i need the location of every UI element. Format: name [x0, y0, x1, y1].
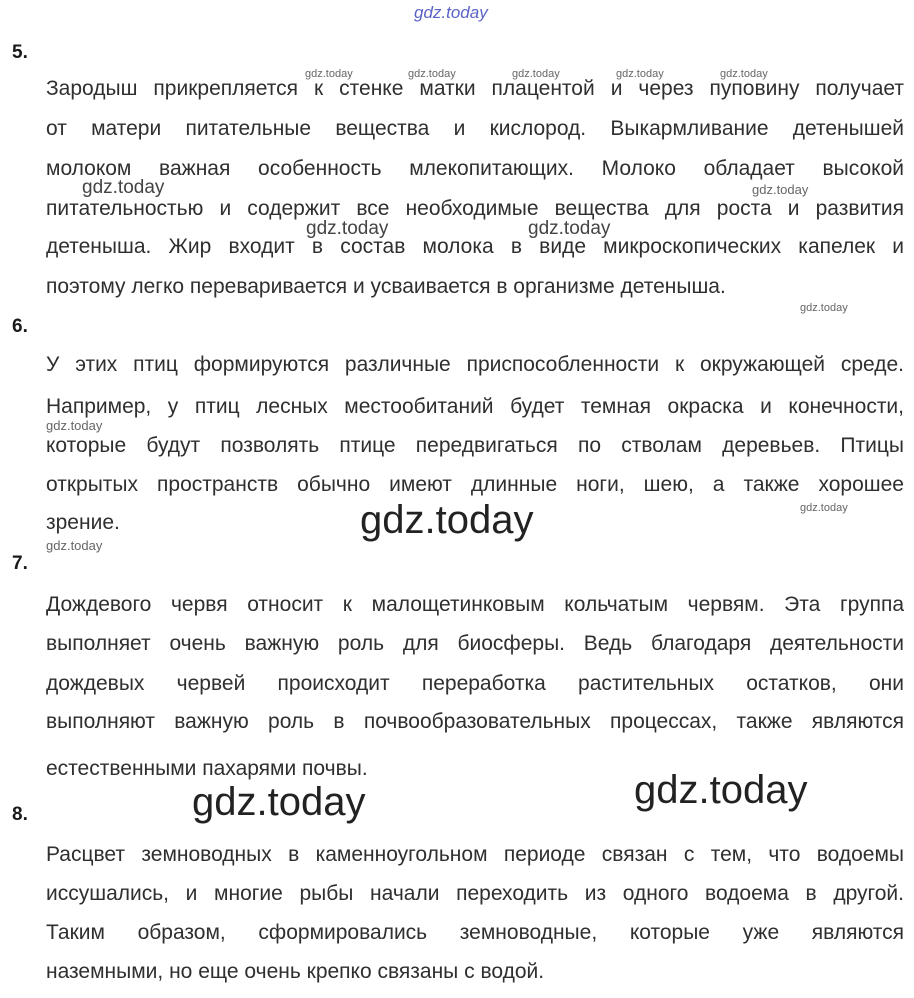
- section-6-line-2: Например, у птиц лесных местообитаний будет темная окраска и конечности,: [46, 395, 904, 418]
- section-7-line-5: естественными пахарями почвы.: [46, 757, 368, 780]
- watermark: gdz.today: [192, 780, 366, 824]
- section-number: 8.: [12, 804, 28, 825]
- watermark: gdz.today: [528, 218, 611, 239]
- watermark: gdz.today: [634, 768, 808, 812]
- section-6-line-5: зрение.: [46, 511, 120, 534]
- watermark: gdz.today: [512, 68, 560, 80]
- section-5-line-1: Зародыш прикрепляется к стенке матки плацентой и через пуповину получает: [46, 77, 904, 100]
- watermark: gdz.today: [752, 182, 809, 197]
- watermark: gdz.today: [306, 218, 389, 239]
- watermark: gdz.today: [82, 177, 165, 198]
- section-8-line-4: наземными, но еще очень крепко связаны с водой.: [46, 960, 545, 983]
- section-7-line-3: дождевых червей происходит переработка растительных остатков, они: [46, 672, 904, 695]
- section-7-line-2: выполняет очень важную роль для биосферы. Ведь благодаря деятельности: [46, 632, 904, 655]
- watermark: gdz.today: [305, 68, 353, 80]
- section-5-line-3: молоком важная особенность млекопитающих. Молоко обладает высокой: [46, 157, 904, 180]
- section-number: 6.: [12, 316, 28, 337]
- section-7-line-1: Дождевого червя относит к малощетинковым кольчатым червям. Эта группа: [46, 593, 904, 616]
- section-5-line-6: поэтому легко переваривается и усваивается в организме детеныша.: [46, 275, 726, 298]
- section-8-line-2: иссушались, и многие рыбы начали переходить из одного водоема в другой.: [46, 882, 904, 905]
- section-8-line-3: Таким образом, сформировались земноводные, которые уже являются: [46, 921, 904, 944]
- watermark: gdz.today: [800, 502, 848, 514]
- watermark: gdz.today: [408, 68, 456, 80]
- section-7-line-4: выполняют важную роль в почвообразовательных процессах, также являются: [46, 710, 904, 733]
- watermark: gdz.today: [360, 498, 534, 542]
- section-8-line-1: Расцвет земноводных в каменноугольном периоде связан с тем, что водоемы: [46, 843, 904, 866]
- section-5-line-5: детеныша. Жир входит в состав молока в виде микроскопических капелек и: [46, 235, 904, 258]
- watermark: gdz.today: [46, 418, 103, 433]
- watermark: gdz.today: [720, 68, 768, 80]
- section-6-line-3: которые будут позволять птице передвигаться по стволам деревьев. Птицы: [46, 434, 904, 457]
- section-6-line-4: открытых пространств обычно имеют длинные ноги, шею, а также хорошее: [46, 473, 904, 496]
- section-6-line-1: У этих птиц формируются различные приспособленности к окружающей среде.: [46, 353, 904, 376]
- watermark: gdz.today: [800, 302, 848, 314]
- section-number: 5.: [12, 42, 28, 63]
- watermark: gdz.today: [46, 538, 103, 553]
- watermark: gdz.today: [616, 68, 664, 80]
- header-watermark: gdz.today: [414, 3, 488, 22]
- section-number: 7.: [12, 553, 28, 574]
- section-5-line-4: питательностью и содержит все необходимые вещества для роста и развития: [46, 197, 904, 220]
- section-5-line-2: от матери питательные вещества и кислород. Выкармливание детенышей: [46, 117, 904, 140]
